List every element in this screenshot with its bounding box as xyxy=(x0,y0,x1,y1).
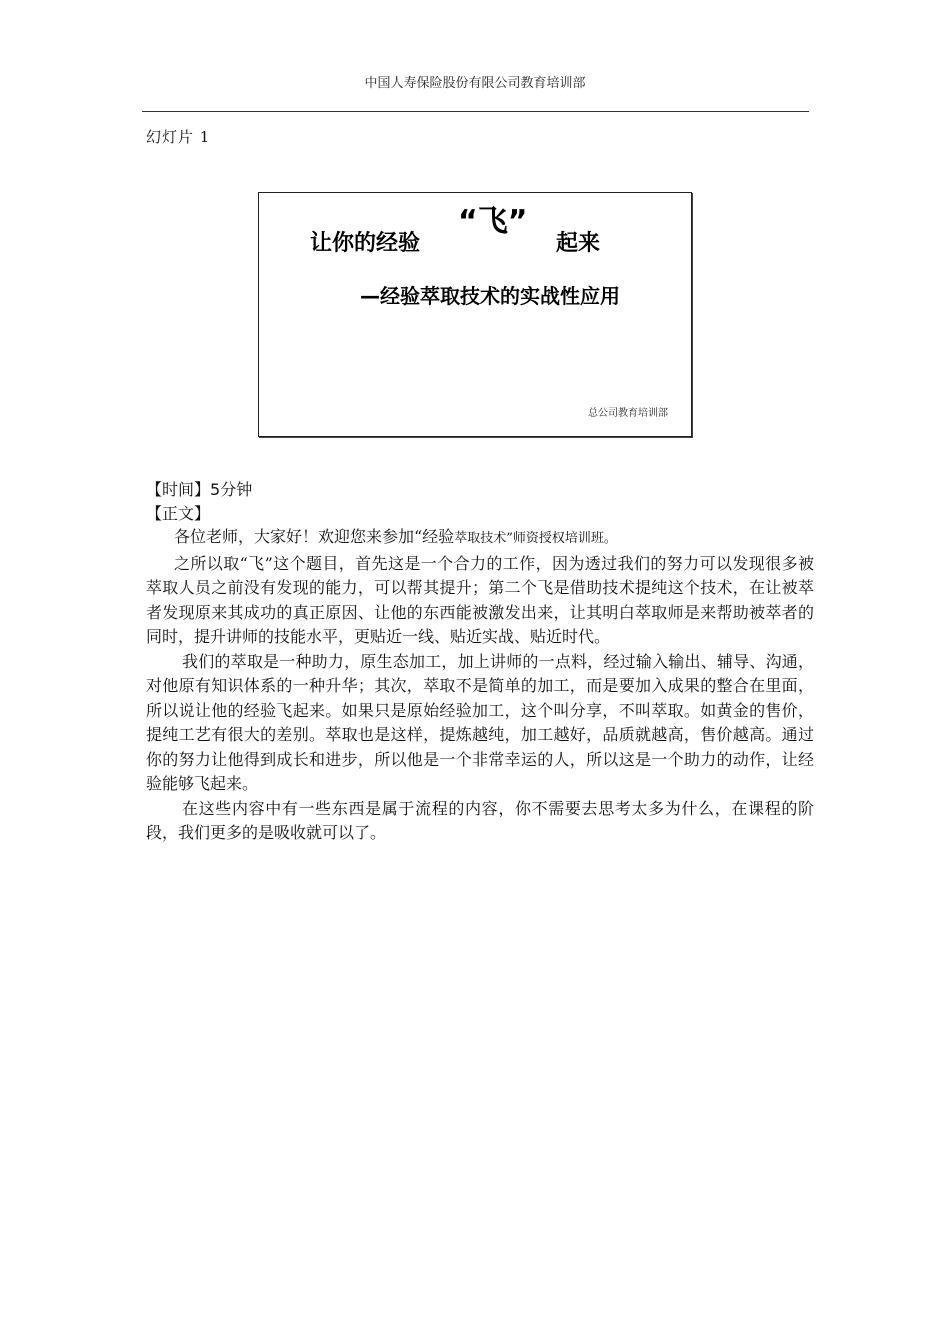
body-text xyxy=(146,525,814,846)
time-value: 5分钟 xyxy=(210,480,253,499)
slide-title-right: 起来 xyxy=(556,231,601,256)
paragraph-3: 我们的萃取是一种助力，原生态加工，加上讲师的一点料，经过输入输出、辅导、沟通，对他原有知识体系的一种升华；其次，萃取不是简单的加工，而是要加入成果的整合在里面，所以说让他的经验飞起来。如果只是原始经验加工，这个叫分享，不叫萃取。如黄金的售价，提纯工艺有很大的差别。萃取也是这样，提炼越纯，加工越好，品质就越高，售价越高。通过你的努力让他得到成长和进步，所以他是一个非常幸运的人，所以这是一个助力的动作，让经验能够飞起来。 xyxy=(146,651,814,793)
time-label: 【时间】 xyxy=(146,480,211,499)
page-header: 中国人寿保险股份有限公司教育培训部 xyxy=(364,76,586,91)
slide-org: 总公司教育培训部 xyxy=(588,408,668,419)
paragraph-4: 在这些内容中有一些东西是属于流程的内容，你不需要去思考太多为什么，在课程的阶段，我们更多的是吸收就可以了。 xyxy=(146,798,814,842)
paragraph-1-main: 各位老师，大家好！欢迎您来参加“经验 xyxy=(174,527,455,546)
slide-subtitle: —经验萃取技术的实战性应用 xyxy=(360,284,620,308)
paragraph-1 xyxy=(146,525,814,552)
time-line xyxy=(146,477,252,500)
slide-title-left: 让你的经验 xyxy=(310,231,421,256)
body-label: 【正文】 xyxy=(146,504,211,523)
slide-label: 幻灯片 1 xyxy=(146,128,211,146)
slide-title-fei: “飞” xyxy=(458,204,528,239)
paragraph-1-small: 萃取技术”师资授权培训班。 xyxy=(454,531,617,546)
header-divider xyxy=(142,111,809,112)
paragraph-2: 之所以取“飞”这个题目，首先这是一个合力的工作，因为透过我们的努力可以发现很多被萃取人员之前没有发现的能力，可以帮其提升；第二个飞是借助技术提纯这个技术，在让被萃者发现原来其成功的真正原因、让他的东西能被激发出来，让其明白萃取师是来帮助被萃者的同时，提升讲师的技能水平，更贴近一线、贴近实战、贴近时代。 xyxy=(146,553,814,646)
